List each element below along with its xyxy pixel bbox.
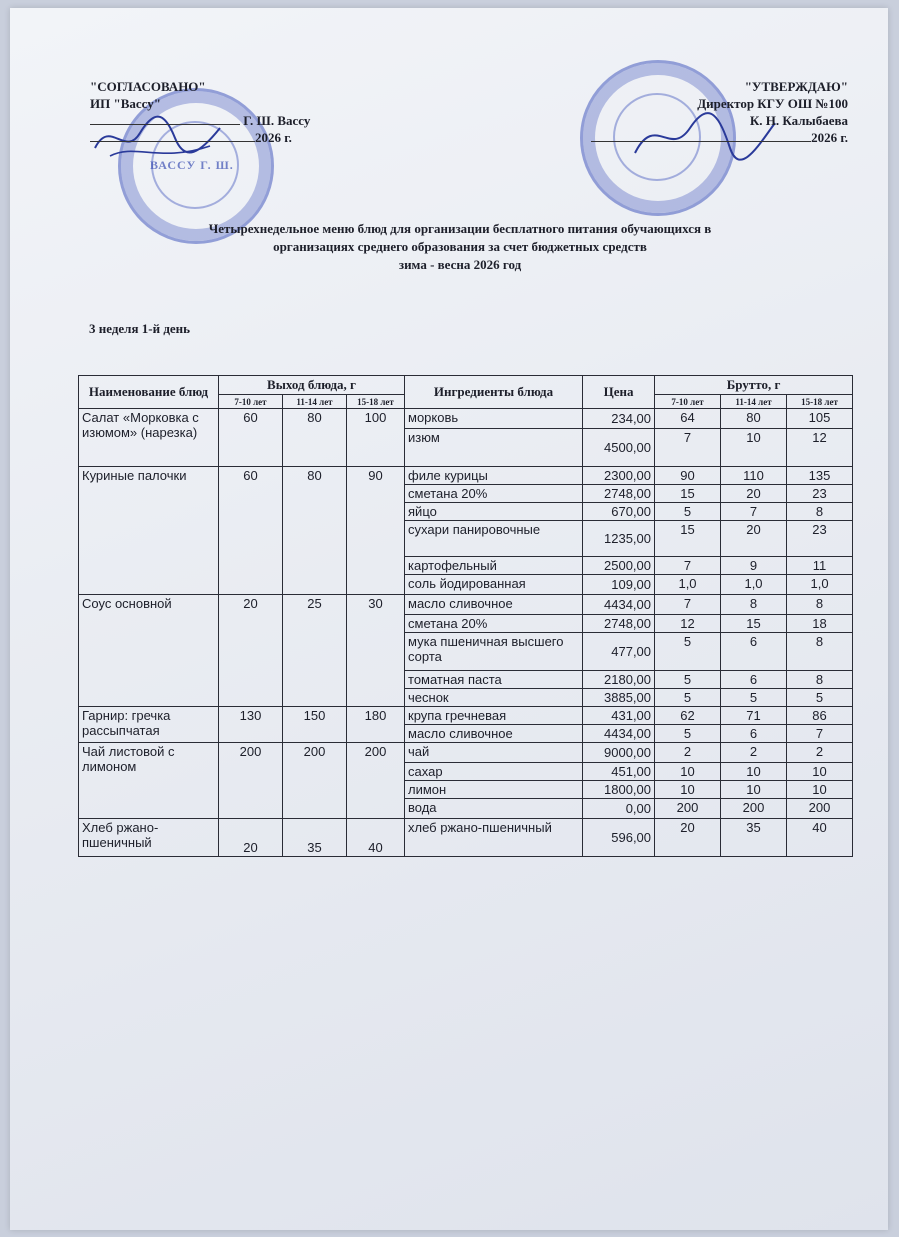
- ingredient-name: хлеб ржано-пшеничный: [405, 819, 583, 857]
- ingredient-name: чай: [405, 743, 583, 763]
- approval-block-right: [570, 78, 848, 146]
- approval-left-line1: "СОГЛАСОВАНО": [90, 79, 206, 94]
- ingredient-price: 0,00: [583, 799, 655, 819]
- ingredient-name: крупа гречневая: [405, 707, 583, 725]
- ingredient-name: изюм: [405, 429, 583, 467]
- approval-left-line4: 2026 г.: [255, 130, 292, 145]
- dish-yield: 200: [283, 743, 347, 819]
- ingredient-brutto: 8: [787, 671, 853, 689]
- ingredient-brutto: 11: [787, 557, 853, 575]
- ingredient-brutto: 71: [721, 707, 787, 725]
- approval-right-line2: Директор КГУ ОШ №100: [697, 96, 848, 111]
- ingredient-name: сухари панировочные: [405, 521, 583, 557]
- ingredient-price: 4434,00: [583, 725, 655, 743]
- table-row: [79, 467, 853, 485]
- ingredient-name: сметана 20%: [405, 615, 583, 633]
- ingredient-brutto: 15: [721, 615, 787, 633]
- ingredient-name: чеснок: [405, 689, 583, 707]
- dish-name: Соус основной: [79, 595, 219, 707]
- ingredient-price: 9000,00: [583, 743, 655, 763]
- menu-table-body: [79, 409, 853, 857]
- approval-right-line4: 2026 г.: [811, 130, 848, 145]
- ingredient-brutto: 8: [787, 633, 853, 671]
- ingredient-brutto: 5: [655, 689, 721, 707]
- ingredient-price: 3885,00: [583, 689, 655, 707]
- dish-yield: 130: [219, 707, 283, 743]
- ingredient-brutto: 7: [655, 557, 721, 575]
- ingredient-price: 109,00: [583, 575, 655, 595]
- ingredient-price: 2180,00: [583, 671, 655, 689]
- ingredient-brutto: 10: [655, 781, 721, 799]
- ingredient-brutto: 1,0: [787, 575, 853, 595]
- header-yield-age2: 11-14 лет: [283, 395, 347, 409]
- ingredient-brutto: 10: [787, 763, 853, 781]
- approval-left-line3: Г. Ш. Вассу: [243, 113, 311, 128]
- ingredient-brutto: 35: [721, 819, 787, 857]
- ingredient-brutto: 10: [655, 763, 721, 781]
- dish-yield: 80: [283, 467, 347, 595]
- title-line3: зима - весна 2026 год: [398, 257, 522, 272]
- ingredient-price: 477,00: [583, 633, 655, 671]
- ingredient-brutto: 64: [655, 409, 721, 429]
- ingredient-brutto: 20: [655, 819, 721, 857]
- ingredient-price: 4434,00: [583, 595, 655, 615]
- approval-right-line1: "УТВЕРЖДАЮ": [744, 79, 848, 94]
- ingredient-brutto: 6: [721, 671, 787, 689]
- dish-yield: 30: [347, 595, 405, 707]
- ingredient-brutto: 10: [721, 429, 787, 467]
- ingredient-brutto: 110: [721, 467, 787, 485]
- ingredient-brutto: 105: [787, 409, 853, 429]
- ingredient-brutto: 5: [655, 503, 721, 521]
- ingredient-brutto: 80: [721, 409, 787, 429]
- ingredient-brutto: 20: [721, 485, 787, 503]
- ingredient-brutto: 6: [721, 633, 787, 671]
- ingredient-brutto: 5: [655, 633, 721, 671]
- table-row: [79, 819, 853, 857]
- approval-left-line2: ИП "Вассу": [90, 96, 161, 111]
- ingredient-brutto: 10: [721, 781, 787, 799]
- ingredient-name: сметана 20%: [405, 485, 583, 503]
- document-page: [10, 8, 888, 1230]
- ingredient-brutto: 7: [721, 503, 787, 521]
- ingredient-brutto: 1,0: [655, 575, 721, 595]
- dish-name: Хлеб ржано-пшеничный: [79, 819, 219, 857]
- ingredient-brutto: 5: [721, 689, 787, 707]
- title-line2: организациях среднего образования за счет бюджетных средств: [273, 239, 647, 254]
- ingredient-price: 670,00: [583, 503, 655, 521]
- dish-name: Гарнир: гречка рассыпчатая: [79, 707, 219, 743]
- ingredient-name: филе курицы: [405, 467, 583, 485]
- dish-yield: 90: [347, 467, 405, 595]
- signature-line: [90, 124, 240, 125]
- ingredient-brutto: 15: [655, 521, 721, 557]
- header-yield-age1: 7-10 лет: [219, 395, 283, 409]
- dish-name: Чай листовой с лимоном: [79, 743, 219, 819]
- dish-yield: 100: [347, 409, 405, 467]
- dish-yield: 80: [283, 409, 347, 467]
- ingredient-brutto: 2: [655, 743, 721, 763]
- ingredient-brutto: 18: [787, 615, 853, 633]
- header-price: Цена: [583, 376, 655, 409]
- ingredient-brutto: 1,0: [721, 575, 787, 595]
- ingredient-name: картофельный: [405, 557, 583, 575]
- ingredient-brutto: 10: [787, 781, 853, 799]
- ingredient-brutto: 8: [787, 595, 853, 615]
- ingredient-brutto: 7: [655, 595, 721, 615]
- header-brutto-age1: 7-10 лет: [655, 395, 721, 409]
- approval-right-line4-wrap: [570, 129, 848, 146]
- ingredient-brutto: 2: [721, 743, 787, 763]
- approval-left-line3-wrap: [90, 112, 370, 129]
- ingredient-brutto: 9: [721, 557, 787, 575]
- header-dish: Наименование блюд: [79, 376, 219, 409]
- dish-name: Куриные палочки: [79, 467, 219, 595]
- ingredient-brutto: 7: [655, 429, 721, 467]
- ingredient-name: яйцо: [405, 503, 583, 521]
- header-ingredients: Ингредиенты блюда: [405, 376, 583, 409]
- table-row: [79, 707, 853, 725]
- ingredient-brutto: 10: [721, 763, 787, 781]
- approval-left-line4-wrap: [90, 129, 370, 146]
- ingredient-price: 1235,00: [583, 521, 655, 557]
- header-yield: Выход блюда, г: [219, 376, 405, 395]
- ingredient-name: морковь: [405, 409, 583, 429]
- dish-yield: 20: [219, 595, 283, 707]
- day-label: 3 неделя 1-й день: [89, 321, 191, 336]
- ingredient-brutto: 6: [721, 725, 787, 743]
- ingredient-brutto: 86: [787, 707, 853, 725]
- ingredient-brutto: 135: [787, 467, 853, 485]
- ingredient-name: сахар: [405, 763, 583, 781]
- header-brutto-age2: 11-14 лет: [721, 395, 787, 409]
- date-line: [591, 141, 811, 142]
- table-row: [79, 595, 853, 615]
- ingredient-brutto: 15: [655, 485, 721, 503]
- ingredient-price: 2748,00: [583, 485, 655, 503]
- menu-table: [78, 375, 853, 857]
- ingredient-price: 2300,00: [583, 467, 655, 485]
- dish-yield: 25: [283, 595, 347, 707]
- dish-yield: 60: [219, 409, 283, 467]
- table-row: [79, 409, 853, 429]
- ingredient-name: вода: [405, 799, 583, 819]
- ingredient-name: лимон: [405, 781, 583, 799]
- approval-block-left: [90, 78, 370, 146]
- header-brutto: Брутто, г: [655, 376, 853, 395]
- ingredient-brutto: 5: [787, 689, 853, 707]
- ingredient-brutto: 20: [721, 521, 787, 557]
- ingredient-name: соль йодированная: [405, 575, 583, 595]
- stamp-text: ВАССУ Г. Ш.: [150, 158, 234, 172]
- ingredient-price: 234,00: [583, 409, 655, 429]
- ingredient-brutto: 12: [655, 615, 721, 633]
- dish-yield: 35: [283, 819, 347, 857]
- document-title: [50, 220, 870, 274]
- ingredient-name: масло сливочное: [405, 725, 583, 743]
- table-row: [79, 743, 853, 763]
- ingredient-name: мука пшеничная высшего сорта: [405, 633, 583, 671]
- dish-yield: 180: [347, 707, 405, 743]
- table-header-row: [79, 376, 853, 395]
- ingredient-brutto: 90: [655, 467, 721, 485]
- ingredient-brutto: 40: [787, 819, 853, 857]
- approval-right-line3: К. Н. Калыбаева: [749, 113, 848, 128]
- ingredient-name: масло сливочное: [405, 595, 583, 615]
- dish-yield: 20: [219, 819, 283, 857]
- ingredient-price: 2500,00: [583, 557, 655, 575]
- ingredient-brutto: 8: [721, 595, 787, 615]
- ingredient-brutto: 12: [787, 429, 853, 467]
- ingredient-brutto: 7: [787, 725, 853, 743]
- ingredient-price: 4500,00: [583, 429, 655, 467]
- ingredient-price: 2748,00: [583, 615, 655, 633]
- ingredient-brutto: 5: [655, 671, 721, 689]
- ingredient-brutto: 200: [655, 799, 721, 819]
- dish-yield: 150: [283, 707, 347, 743]
- header-yield-age3: 15-18 лет: [347, 395, 405, 409]
- dish-yield: 60: [219, 467, 283, 595]
- date-line: [90, 141, 255, 142]
- dish-yield: 40: [347, 819, 405, 857]
- title-line1: Четырехнедельное меню блюд для организации бесплатного питания обучающихся в: [208, 221, 712, 236]
- ingredient-brutto: 23: [787, 521, 853, 557]
- ingredient-name: томатная паста: [405, 671, 583, 689]
- dish-yield: 200: [347, 743, 405, 819]
- header-brutto-age3: 15-18 лет: [787, 395, 853, 409]
- ingredient-brutto: 5: [655, 725, 721, 743]
- ingredient-brutto: 62: [655, 707, 721, 725]
- ingredient-brutto: 23: [787, 485, 853, 503]
- ingredient-brutto: 200: [721, 799, 787, 819]
- ingredient-price: 596,00: [583, 819, 655, 857]
- ingredient-brutto: 2: [787, 743, 853, 763]
- ingredient-price: 451,00: [583, 763, 655, 781]
- dish-name: Салат «Морковка с изюмом» (нарезка): [79, 409, 219, 467]
- ingredient-brutto: 8: [787, 503, 853, 521]
- ingredient-brutto: 200: [787, 799, 853, 819]
- ingredient-price: 1800,00: [583, 781, 655, 799]
- ingredient-price: 431,00: [583, 707, 655, 725]
- dish-yield: 200: [219, 743, 283, 819]
